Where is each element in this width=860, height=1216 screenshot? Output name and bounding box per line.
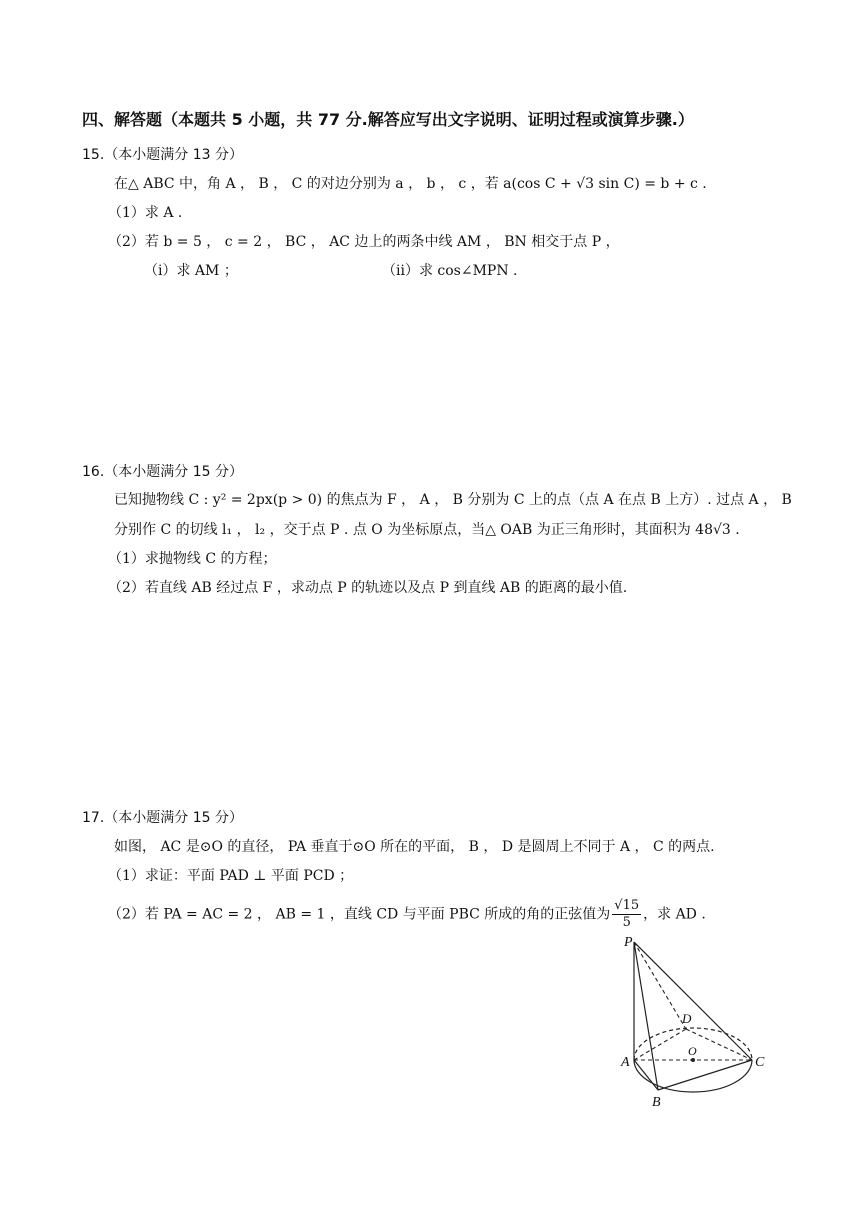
fraction-numerator: √15 (614, 898, 640, 913)
edge-PC (634, 942, 752, 1060)
q17-header: 17.（本小题满分 15 分） (82, 810, 243, 826)
label-D: D (682, 1011, 692, 1026)
base-ellipse-front (634, 1060, 752, 1092)
sqrt15-over-5-fraction (612, 898, 641, 931)
q17-part2 (108, 898, 706, 931)
q16-stem-line2: 分别作 C 的切线 l₁ ， l₂ ，交于点 P . 点 O 为坐标原点，当△ OAB 为正三角形时，其面积为 48√3 . (114, 522, 740, 538)
q16-part2: （2）若直线 AB 经过点 F ，求动点 P 的轨迹以及点 P 到直线 AB 的距离的最小值. (108, 580, 628, 596)
q17-stem: 如图， AC 是⊙O 的直径， PA 垂直于⊙O 所在的平面， B ， D 是圆周上不同于 A ， C 的两点. (114, 839, 715, 855)
fraction-denominator: 5 (622, 915, 631, 930)
label-O: O (688, 1044, 697, 1058)
center-point-O (691, 1058, 695, 1062)
edge-BC (658, 1060, 752, 1090)
q15-part1: （1）求 A . (108, 205, 183, 221)
q15-part2-ii: （ii）求 cos∠MPN . (382, 263, 518, 279)
q15-header: 15.（本小题满分 13 分） (82, 147, 243, 163)
label-P: P (624, 935, 633, 950)
q16-part1: （1）求抛物线 C 的方程； (108, 551, 277, 567)
q15-stem: 在△ ABC 中，角 A ， B ， C 的对边分别为 a ， b ， c ，若 a(cos C + √3 sin C) = b + c . (114, 176, 707, 192)
label-C: C (755, 1055, 765, 1070)
label-A: A (621, 1055, 630, 1070)
label-B: B (652, 1095, 661, 1110)
section-title: 四、解答题（本题共 5 小题，共 77 分.解答应写出文字说明、证明过程或演算步骤.） (82, 110, 694, 129)
q15-part2: （2）若 b = 5 ， c = 2 ， BC ， AC 边上的两条中线 AM ， BN 相交于点 P ， (108, 234, 620, 250)
q16-header: 16.（本小题满分 15 分） (82, 464, 243, 480)
q16-stem-line1: 已知抛物线 C : y² = 2px(p > 0) 的焦点为 F ， A ， B 分别为 C 上的点（点 A 在点 B 上方）. 过点 A ， B (114, 492, 792, 508)
q15-part2-i: （i）求 AM ； (144, 263, 238, 279)
q17-part2-tail: ，求 AD . (643, 906, 706, 923)
q17-part1: （1）求证：平面 PAD ⊥ 平面 PCD ； (108, 868, 354, 884)
edge-AD (634, 1029, 686, 1060)
edge-PB (634, 942, 658, 1090)
q17-part2-text: （2）若 PA = AC = 2 ， AB = 1 ，直线 CD 与平面 PBC 所成的角的正弦值为 (108, 906, 611, 923)
pyramid-circle-figure (610, 930, 770, 1110)
